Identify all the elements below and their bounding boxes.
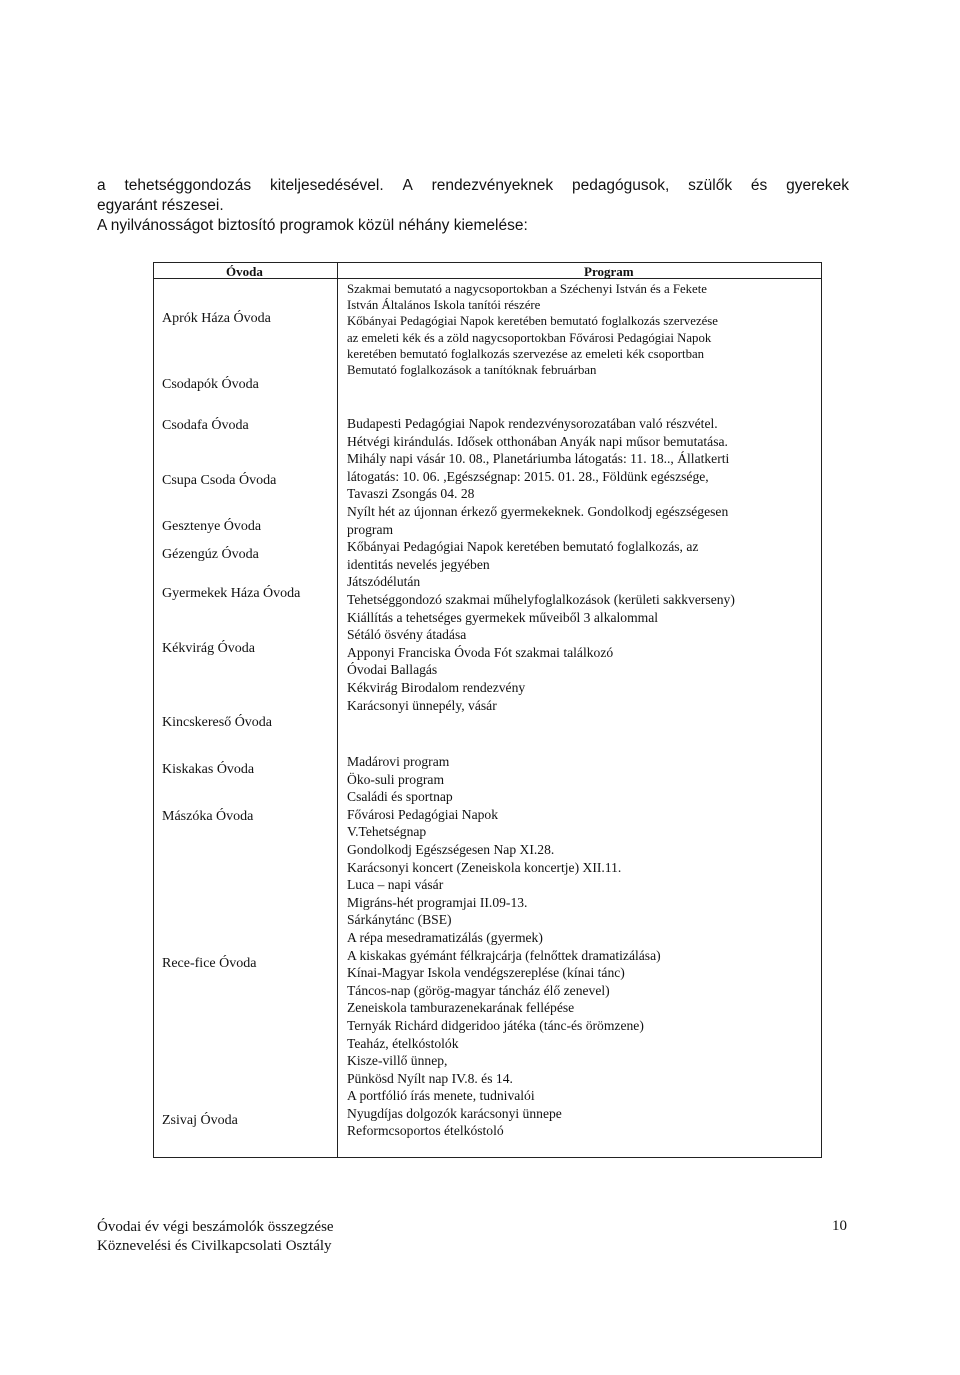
intro-word: rendezvényeknek bbox=[431, 177, 554, 194]
intro-paragraph bbox=[97, 176, 857, 236]
program-line: identitás nevelés jegyében bbox=[347, 556, 490, 572]
program-cell-3 bbox=[347, 753, 817, 1140]
program-line: Öko-suli program bbox=[347, 771, 445, 787]
kindergarten-name: Kékvirág Óvoda bbox=[162, 641, 255, 656]
kindergarten-name: Gézengúz Óvoda bbox=[162, 547, 259, 562]
program-line: Nyílt hét az újonnan érkező gyermekeknek. Gondolkodj egészségesen bbox=[347, 503, 729, 519]
kindergarten-name: Aprók Háza Óvoda bbox=[162, 311, 271, 326]
kindergarten-name: Csodapók Óvoda bbox=[162, 377, 259, 392]
intro-word: kiteljesedésével. bbox=[269, 177, 384, 194]
program-line: keretében bemutató foglalkozás szervezése az emeleti kék csoportban bbox=[347, 346, 705, 361]
kindergarten-name: Kiskakas Óvoda bbox=[162, 762, 255, 777]
intro-word: gyerekek bbox=[786, 177, 849, 194]
kindergarten-name: Zsivaj Óvoda bbox=[162, 1113, 238, 1128]
kindergarten-name: Csodafa Óvoda bbox=[162, 418, 249, 433]
program-line: Kínai-Magyar Iskola vendégszereplése (kínai tánc) bbox=[347, 965, 625, 981]
intro-word: a bbox=[97, 177, 106, 194]
program-line: Családi és sportnap bbox=[347, 789, 453, 805]
program-cell-1 bbox=[347, 281, 817, 378]
program-line: A kiskakas gyémánt félkrajcárja (felnőttek dramatizálása) bbox=[347, 947, 661, 963]
program-line: Bemutató foglalkozások a tanítóknak februárban bbox=[347, 363, 597, 378]
kindergarten-name: Gyermekek Háza Óvoda bbox=[162, 586, 301, 601]
intro-word: és bbox=[750, 177, 768, 194]
program-cell-2 bbox=[347, 415, 817, 714]
header-program: Program bbox=[584, 264, 634, 279]
program-line: Mihály napi vásár 10. 08., Planetáriumba látogatás: 11. 18.., Állatkerti bbox=[347, 451, 730, 467]
program-line: A portfólió írás menete, tudnivalói bbox=[347, 1088, 535, 1104]
program-line: Gondolkodj Egészségesen Nap XI.28. bbox=[347, 841, 555, 857]
program-line: Kőbányai Pedagógiai Napok keretében bemutató foglalkozás szervezése bbox=[347, 314, 718, 329]
program-line: Játszódélután bbox=[347, 574, 421, 590]
program-line: Apponyi Franciska Óvoda Fót szakmai találkozó bbox=[347, 644, 614, 660]
program-line: Karácsonyi ünnepély, vásár bbox=[347, 697, 497, 713]
programs-table bbox=[153, 262, 822, 1158]
program-line: Hétvégi kirándulás. Idősek otthonában Anyák napi műsor bemutatása. bbox=[347, 433, 728, 449]
program-line: Kiállítás a tehetséges gyermekek műveiből 3 alkalommal bbox=[347, 609, 659, 625]
program-line: Fővárosi Pedagógiai Napok bbox=[347, 806, 499, 822]
kindergarten-name: Rece-fice Óvoda bbox=[162, 956, 257, 971]
program-line: Pünkösd Nyílt nap IV.8. és 14. bbox=[347, 1070, 513, 1086]
program-line: Kékvirág Birodalom rendezvény bbox=[347, 679, 526, 695]
intro-line-3: A nyilvánosságot biztosító programok közül néhány kiemelése: bbox=[97, 217, 528, 234]
program-line: Tavaszi Zsongás 04. 28 bbox=[347, 486, 475, 502]
program-line: Reformcsoportos ételkóstoló bbox=[347, 1123, 504, 1139]
program-line: Kisze-villő ünnep, bbox=[347, 1053, 448, 1069]
program-line: Madárovi program bbox=[347, 754, 450, 769]
program-line: Teaház, ételkóstolók bbox=[347, 1035, 459, 1051]
program-line: Zeneiskola tamburazenekarának fellépése bbox=[347, 1000, 575, 1016]
program-line: Migráns-hét programjai II.09-13. bbox=[347, 894, 528, 910]
program-line: Óvodai Ballagás bbox=[347, 662, 438, 678]
footer-title: Óvodai év végi beszámolók összegzése bbox=[97, 1219, 334, 1235]
intro-word: pedagógusok, bbox=[571, 177, 670, 194]
program-line: Karácsonyi koncert (Zeneiskola koncertje) XII.11. bbox=[347, 859, 622, 875]
page-footer bbox=[97, 1218, 334, 1256]
kindergarten-name: Kincskereső Óvoda bbox=[162, 715, 273, 730]
program-line: Sétáló ösvény átadása bbox=[347, 627, 467, 643]
intro-word: tehetséggondozás bbox=[124, 177, 252, 194]
intro-line-1 bbox=[97, 176, 849, 196]
kindergarten-name: Csupa Csoda Óvoda bbox=[162, 473, 277, 488]
intro-line-2: egyaránt részesei. bbox=[97, 197, 224, 214]
kindergarten-name: Gesztenye Óvoda bbox=[162, 519, 262, 534]
header-kindergarten: Óvoda bbox=[226, 264, 263, 279]
intro-word: A bbox=[402, 177, 413, 194]
program-line: program bbox=[347, 521, 394, 537]
program-line: látogatás: 10. 06. ,Egészségnap: 2015. 01. 28., Földünk egészsége, bbox=[347, 468, 709, 484]
program-line: Tehetséggondozó szakmai műhelyfoglalkozások (kerületi sakkverseny) bbox=[347, 591, 735, 607]
program-line: Nyugdíjas dolgozók karácsonyi ünnepe bbox=[347, 1105, 562, 1121]
program-line: Táncos-nap (görög-magyar táncház élő zenevel) bbox=[347, 982, 610, 998]
program-line: A répa mesedramatizálás (gyermek) bbox=[347, 929, 543, 945]
program-line: Luca – napi vásár bbox=[347, 877, 444, 893]
page-number: 10 bbox=[832, 1218, 847, 1234]
program-line: Ternyák Richárd didgeridoo játéka (tánc-és örömzene) bbox=[347, 1017, 644, 1033]
program-line: Kőbányai Pedagógiai Napok keretében bemutató foglalkozás, az bbox=[347, 539, 699, 555]
footer-department: Köznevelési és Civilkapcsolati Osztály bbox=[97, 1238, 332, 1254]
program-line: Szakmai bemutató a nagycsoportokban a Széchenyi István és a Fekete bbox=[347, 282, 707, 296]
program-line: az emeleti kék és a zöld nagycsoportokban Fővárosi Pedagógiai Napok bbox=[347, 330, 712, 345]
program-line: Sárkánytánc (BSE) bbox=[347, 912, 452, 928]
intro-word: szülők bbox=[688, 177, 733, 194]
program-line: V.Tehetségnap bbox=[347, 824, 427, 840]
column-divider bbox=[337, 263, 338, 1157]
program-line: Budapesti Pedagógiai Napok rendezvénysorozatában való részvétel. bbox=[347, 416, 718, 431]
kindergarten-name: Mászóka Óvoda bbox=[162, 809, 254, 824]
program-line: István Általános Iskola tanítói részére bbox=[347, 298, 541, 313]
